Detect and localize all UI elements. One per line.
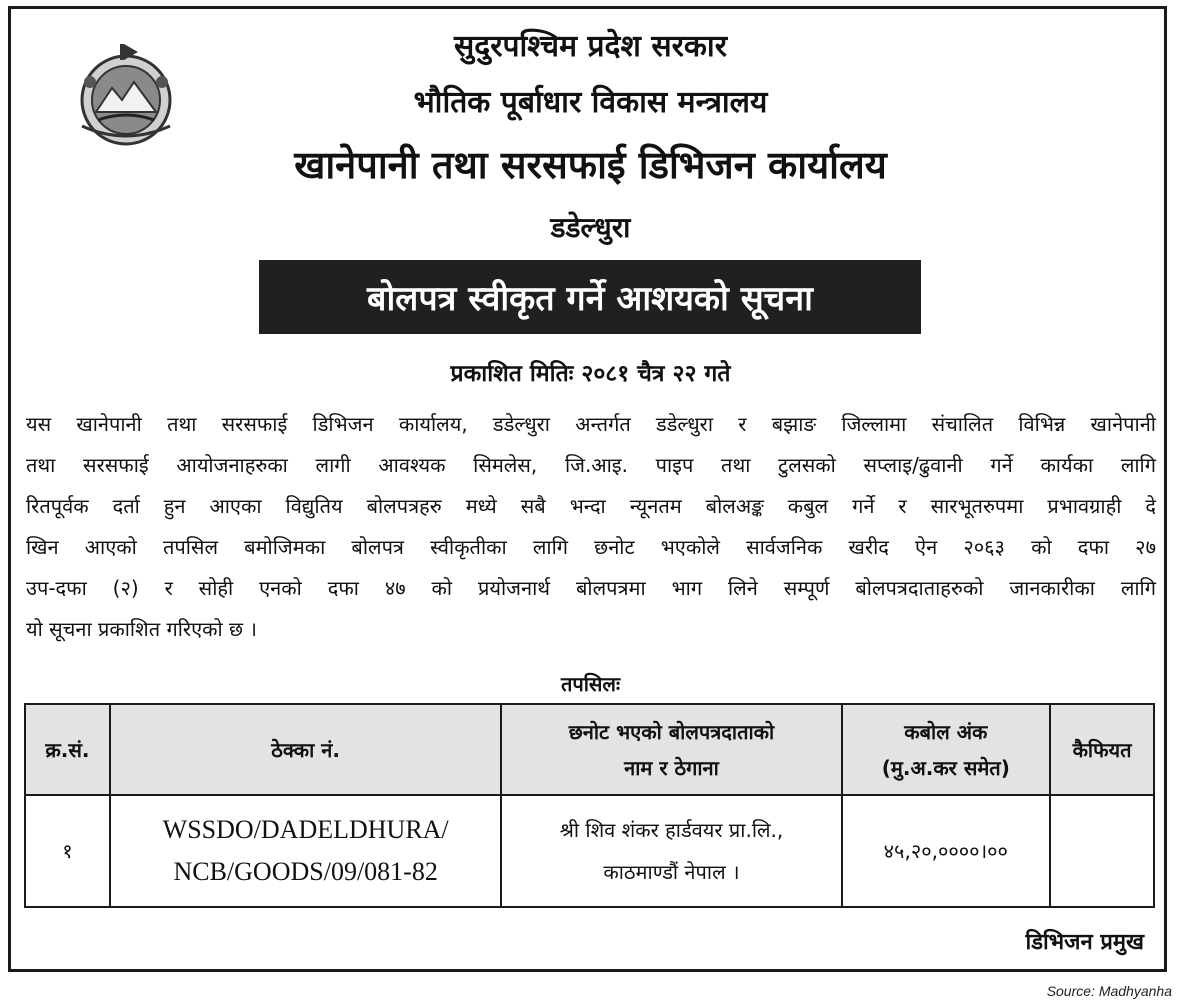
notice-body	[26, 404, 1156, 650]
header-serial: क्र.सं.	[25, 704, 110, 795]
office-location: डडेल्धुरा	[550, 211, 631, 244]
source-credit: Source: Madhyanha	[1046, 983, 1172, 999]
row-amount: ४५,२०,००००।००	[842, 795, 1051, 907]
notice-title: बोलपत्र स्वीकृत गर्ने आशयको सूचना	[259, 260, 921, 334]
table-header-row	[25, 704, 1154, 795]
office-name: खानेपानी तथा सरसफाई डिभिजन कार्यालय	[294, 143, 887, 187]
header-amount-line: (मु.अ.कर समेत)	[881, 755, 1010, 780]
table-row	[25, 795, 1154, 907]
contract-line: WSSDO/DADELDHURA/	[162, 815, 449, 844]
bidder-line: काठमाण्डौं नेपाल ।	[603, 860, 740, 884]
header-bidder	[501, 704, 841, 795]
bid-table	[24, 703, 1155, 908]
row-bidder	[501, 795, 841, 907]
ministry-name: भौतिक पूर्बाधार विकास मन्त्रालय	[413, 85, 768, 120]
published-date: प्रकाशित मितिः २०८१ चैत्र २२ गते	[450, 361, 731, 387]
header-amount-line: कबोल अंक	[904, 719, 988, 744]
signer-title: डिभिजन प्रमुख	[1025, 930, 1144, 955]
header-bidder-line: छनोट भएको बोलपत्रदाताको	[568, 719, 775, 744]
contract-line: NCB/GOODS/09/081-82	[173, 857, 438, 886]
bidder-line: श्री शिव शंकर हार्डवयर प्रा.लि.,	[559, 818, 784, 842]
body-line: तथा सरसफाई आयोजनाहरुका लागी आवश्यक सिमलेस, जि.आइ. पाइप तथा टुलसको सप्लाइ/ढुवानी गर्ने कार्यका लागि	[26, 453, 1156, 477]
row-remarks	[1050, 795, 1154, 907]
header-bidder-line: नाम र ठेगाना	[624, 755, 719, 780]
government-name: सुदुरपश्चिम प्रदेश सरकार	[454, 29, 727, 64]
row-contract-no	[110, 795, 502, 907]
body-line: यस खानेपानी तथा सरसफाई डिभिजन कार्यालय, डडेल्धुरा अन्तर्गत डडेल्धुरा र बझाङ जिल्लामा संचालित विभिन्न खानेपानी	[26, 412, 1156, 436]
body-line: उप-दफा (२) र सोही एनको दफा ४७ को प्रयोजनार्थ बोलपत्रमा भाग लिने सम्पूर्ण बोलपत्रदाताहरुको जानकारीका लागि	[26, 576, 1156, 600]
header-amount	[842, 704, 1051, 795]
body-line: रितपूर्वक दर्ता हुन आएका विद्युतिय बोलपत्रहरु मध्ये सबै भन्दा न्यूनतम बोलअङ्क कबुल गर्ने र सारभूतरुपमा प्रभावग्राही दे	[26, 494, 1156, 518]
header-remarks: कैफियत	[1050, 704, 1154, 795]
row-serial: १	[25, 795, 110, 907]
header-contract-no: ठेक्का नं.	[110, 704, 502, 795]
details-label: तपसिलः	[560, 672, 621, 696]
body-line: यो सूचना प्रकाशित गरिएको छ ।	[26, 617, 257, 641]
body-line: खिन आएको तपसिल बमोजिमका बोलपत्र स्वीकृतीका लागि छनोट भएकोले सार्वजनिक खरीद ऐन २०६३ को दफा २७	[26, 535, 1156, 559]
